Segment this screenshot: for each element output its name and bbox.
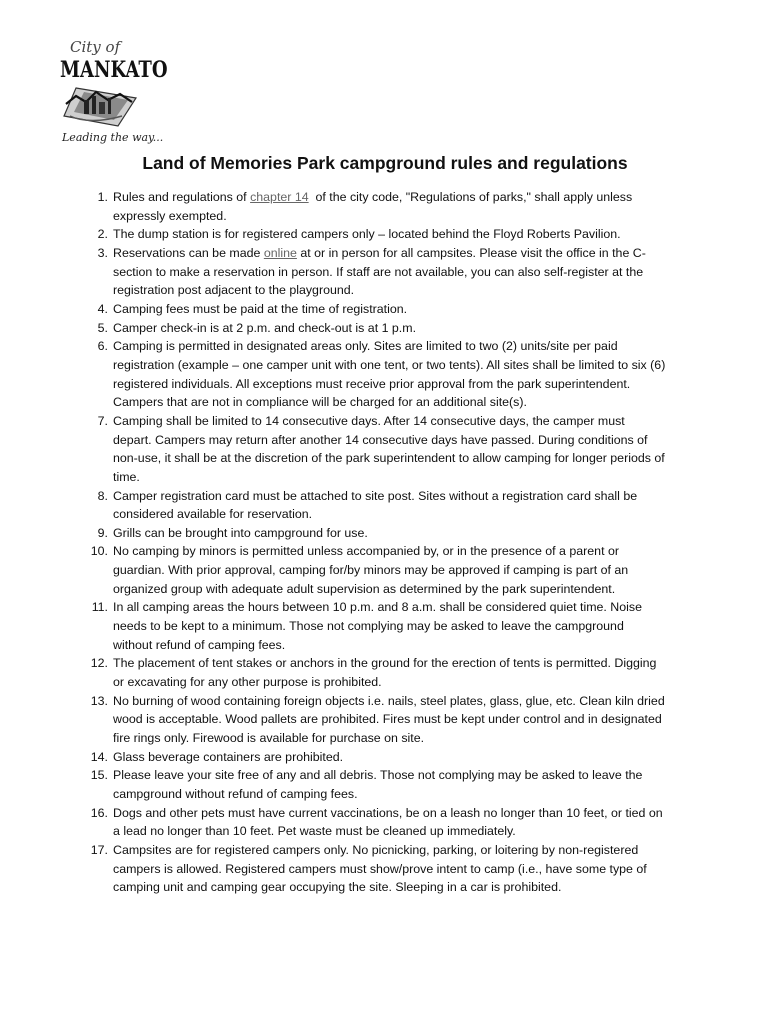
rule-text: Camping shall be limited to 14 consecutive days. After 14 consecutive days, the camper must depart. Campers may return after another 14 consecutive days have passed. During conditions of non-use, it shall be at the discretion of the park superintendent to allow camping for longer periods of time. xyxy=(113,413,665,484)
rule-text: In all camping areas the hours between 10 p.m. and 8 a.m. shall be considered quiet time. Noise needs to be kept to a minimum. Those not complying may be asked to leave the campground without refund of camping fees. xyxy=(113,600,642,652)
rule-text: Please leave your site free of any and all debris. Those not complying may be asked to leave the campground without refund of camping fees. xyxy=(113,768,643,801)
rule-text: Camper registration card must be attached to site post. Sites without a registration card shall be considered available for reservation. xyxy=(113,488,638,522)
logo-mark-icon xyxy=(62,82,142,130)
rule-text: No burning of wood containing foreign objects i.e. nails, steel plates, glass, glue, etc. Clean kiln dried wood is acceptable. Wood pallets are prohibited. Fires must be kept under control and in designated fire rings only. Firewood is available for purchase on site. xyxy=(113,693,665,746)
rule-item xyxy=(86,524,666,543)
rule-item xyxy=(86,804,666,841)
rule-item xyxy=(86,487,666,524)
rule-number: 15. xyxy=(90,768,108,783)
page-title: Land of Memories Park campground rules and regulations xyxy=(142,153,628,173)
rule-link[interactable]: chapter 14 xyxy=(250,190,309,204)
rule-text-before: Reservations can be made xyxy=(113,245,264,260)
rule-item xyxy=(86,841,666,897)
rule-text-after: of the city code, "Regulations of parks," shall apply unless expressly exempted. xyxy=(113,190,636,223)
rule-text: Camper check-in is at 2 p.m. and check-out is at 1 p.m. xyxy=(113,320,417,335)
rule-number: 3. xyxy=(97,245,108,260)
rule-number: 10. xyxy=(90,544,108,559)
rule-item xyxy=(86,337,666,412)
logo-city-text: City of xyxy=(70,38,121,56)
rule-item xyxy=(86,300,666,319)
rule-text: Dogs and other pets must have current vaccinations, be on a leash no longer than 10 feet, or tied on a lead no longer than 10 feet. Pet waste must be cleaned up immediately. xyxy=(113,805,663,839)
rule-text: Camping fees must be paid at the time of registration. xyxy=(113,301,408,316)
rule-item xyxy=(86,692,666,748)
rule-number: 13. xyxy=(90,693,108,708)
rule-number: 11. xyxy=(91,600,108,615)
rule-text: Camping is permitted in designated areas only. Sites are limited to two (2) units/site per paid registration (example – one camper unit with one tent, or two tents). All sites shall be limited to six (6) registered individuals. All exceptions must receive prior approval from the park superintendent. Campers that are not in compliance will be charged for an additional site(s). xyxy=(113,339,666,410)
rule-item xyxy=(86,225,666,244)
rule-text: The dump station is for registered campers only – located behind the Floyd Roberts Pavilion. xyxy=(113,227,621,242)
rule-text xyxy=(113,246,647,297)
rule-text-before: Rules and regulations of xyxy=(113,190,251,204)
rule-link[interactable]: online xyxy=(263,245,297,260)
rule-number: 12. xyxy=(90,656,108,671)
rule-text: Grills can be brought into campground for use. xyxy=(113,525,368,540)
rule-item xyxy=(86,412,666,487)
rules-list xyxy=(86,188,666,897)
rule-number: 17. xyxy=(90,842,108,857)
rule-text: The placement of tent stakes or anchors in the ground for the erection of tents is permitted. Digging or excavating for any other purpose is prohibited. xyxy=(113,656,657,690)
rule-number: 4. xyxy=(97,301,108,316)
rule-item xyxy=(86,319,666,338)
rule-number: 9. xyxy=(97,525,108,540)
rule-text-after: at or in person for all campsites. Please visit the office in the C-section to make a reservation in person. If staff are not available, you can also self-register at the registration post adjacent to the playground. xyxy=(113,245,647,298)
rule-text: Glass beverage containers are prohibited. xyxy=(113,749,344,764)
rule-number: 6. xyxy=(97,339,108,354)
rule-number: 16. xyxy=(90,805,108,820)
rule-item xyxy=(86,766,666,803)
logo-tagline: Leading the way... xyxy=(62,131,164,144)
rule-item xyxy=(86,188,666,225)
rule-number: 1. xyxy=(97,190,108,204)
rule-number: 2. xyxy=(97,227,108,242)
city-logo xyxy=(58,38,168,150)
rule-item xyxy=(86,748,666,767)
rule-item xyxy=(86,654,666,691)
rule-text: No camping by minors is permitted unless accompanied by, or in the presence of a parent or guardian. With prior approval, camping for/by minors may be approved if camping is part of an organized group with adequate adult supervision as determined by the park superintendent. xyxy=(113,544,629,596)
rule-number: 5. xyxy=(97,320,108,335)
rule-text xyxy=(113,190,636,223)
rule-number: 14. xyxy=(90,749,108,764)
rule-item xyxy=(86,598,666,654)
rule-text: Campsites are for registered campers only. No picnicking, parking, or loitering by non-registered campers is allowed. Registered campers must show/prove intent to camp (i.e., have some type of camping unit and camping gear occupying the site. Sleeping in a car is prohibited. xyxy=(113,842,647,895)
rule-number: 7. xyxy=(97,413,108,428)
logo-name-text: MANKATO xyxy=(60,57,168,83)
rule-number: 8. xyxy=(97,488,108,503)
rule-item xyxy=(86,542,666,598)
rule-item xyxy=(86,244,666,300)
